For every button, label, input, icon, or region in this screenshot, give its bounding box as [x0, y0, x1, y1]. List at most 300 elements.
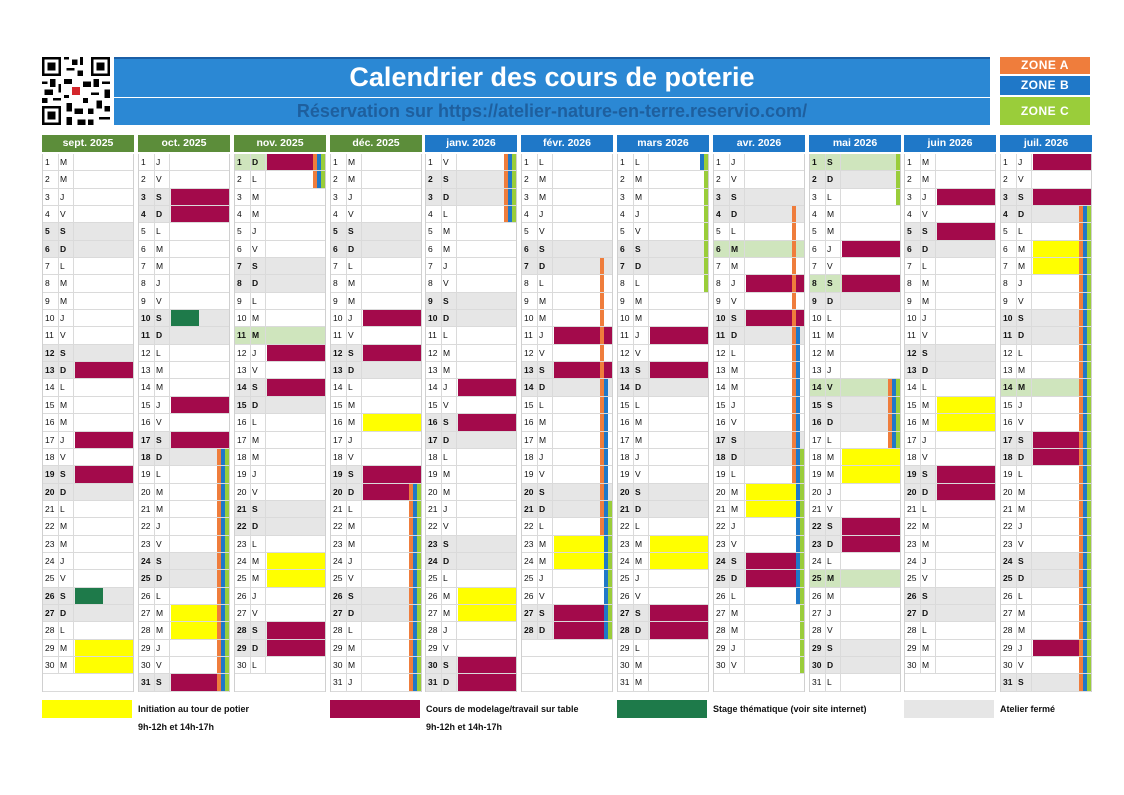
day-row[interactable]	[810, 414, 900, 431]
day-row[interactable]	[331, 414, 421, 431]
day-row[interactable]	[905, 379, 995, 396]
day-row[interactable]	[1001, 588, 1091, 605]
day-row[interactable]	[139, 553, 229, 570]
day-row[interactable]	[810, 588, 900, 605]
day-row[interactable]	[522, 622, 612, 639]
day-row[interactable]	[714, 241, 804, 258]
day-row[interactable]	[810, 171, 900, 188]
day-row[interactable]	[810, 154, 900, 171]
day-row[interactable]	[905, 241, 995, 258]
day-row[interactable]	[235, 518, 325, 535]
day-row[interactable]	[810, 570, 900, 587]
day-row[interactable]	[235, 432, 325, 449]
day-row[interactable]	[810, 258, 900, 275]
day-row[interactable]	[905, 640, 995, 657]
day-row[interactable]	[714, 223, 804, 240]
day-row[interactable]	[618, 327, 708, 344]
day-row[interactable]	[235, 397, 325, 414]
day-row[interactable]	[905, 484, 995, 501]
day-row[interactable]	[810, 223, 900, 240]
day-row[interactable]	[618, 553, 708, 570]
day-row[interactable]	[235, 345, 325, 362]
day-row[interactable]	[43, 518, 133, 535]
day-row[interactable]	[43, 241, 133, 258]
day-row[interactable]	[1001, 293, 1091, 310]
reservation-link[interactable]: Réservation sur https://atelier-nature-en-terre.reservio.com/	[114, 98, 990, 125]
day-row[interactable]	[905, 171, 995, 188]
day-row[interactable]	[905, 466, 995, 483]
day-row[interactable]	[43, 570, 133, 587]
day-row[interactable]	[331, 310, 421, 327]
day-row[interactable]	[714, 379, 804, 396]
day-row[interactable]	[714, 397, 804, 414]
day-row[interactable]	[43, 275, 133, 292]
day-row[interactable]	[618, 536, 708, 553]
day-row[interactable]	[331, 171, 421, 188]
day-row[interactable]	[1001, 553, 1091, 570]
day-row[interactable]	[522, 154, 612, 171]
day-row[interactable]	[1001, 466, 1091, 483]
day-row[interactable]	[905, 570, 995, 587]
day-row[interactable]	[522, 605, 612, 622]
day-row[interactable]	[331, 605, 421, 622]
day-row[interactable]	[522, 466, 612, 483]
day-row[interactable]	[522, 189, 612, 206]
day-row[interactable]	[810, 206, 900, 223]
day-row[interactable]	[714, 518, 804, 535]
day-row[interactable]	[331, 466, 421, 483]
day-row[interactable]	[235, 171, 325, 188]
day-row[interactable]	[714, 258, 804, 275]
day-row[interactable]	[426, 432, 516, 449]
day-row[interactable]	[810, 241, 900, 258]
day-row[interactable]	[1001, 570, 1091, 587]
day-row[interactable]	[139, 171, 229, 188]
day-row[interactable]	[905, 414, 995, 431]
day-row[interactable]	[426, 553, 516, 570]
day-row[interactable]	[139, 189, 229, 206]
day-row[interactable]	[235, 154, 325, 171]
day-row[interactable]	[1001, 518, 1091, 535]
day-row[interactable]	[331, 397, 421, 414]
day-row[interactable]	[43, 345, 133, 362]
day-row[interactable]	[1001, 605, 1091, 622]
day-row[interactable]	[139, 345, 229, 362]
day-row[interactable]	[426, 154, 516, 171]
day-row[interactable]	[522, 275, 612, 292]
day-row[interactable]	[235, 327, 325, 344]
day-row[interactable]	[331, 293, 421, 310]
day-row[interactable]	[426, 414, 516, 431]
day-row[interactable]	[618, 518, 708, 535]
day-row[interactable]	[522, 518, 612, 535]
day-row[interactable]	[426, 397, 516, 414]
day-row[interactable]	[1001, 275, 1091, 292]
day-row[interactable]	[522, 414, 612, 431]
day-row[interactable]	[1001, 362, 1091, 379]
day-row[interactable]	[235, 414, 325, 431]
day-row[interactable]	[331, 588, 421, 605]
day-row[interactable]	[235, 501, 325, 518]
day-row[interactable]	[139, 206, 229, 223]
day-row[interactable]	[905, 501, 995, 518]
day-row[interactable]	[522, 345, 612, 362]
day-row[interactable]	[714, 293, 804, 310]
day-row[interactable]	[618, 379, 708, 396]
day-row[interactable]	[1001, 327, 1091, 344]
day-row[interactable]	[139, 501, 229, 518]
day-row[interactable]	[1001, 414, 1091, 431]
day-row[interactable]	[139, 484, 229, 501]
day-row[interactable]	[522, 258, 612, 275]
day-row[interactable]	[426, 241, 516, 258]
day-row[interactable]	[905, 345, 995, 362]
day-row[interactable]	[331, 154, 421, 171]
day-row[interactable]	[139, 432, 229, 449]
day-row[interactable]	[522, 293, 612, 310]
day-row[interactable]	[1001, 379, 1091, 396]
day-row[interactable]	[43, 206, 133, 223]
day-row[interactable]	[522, 570, 612, 587]
day-row[interactable]	[905, 536, 995, 553]
day-row[interactable]	[618, 588, 708, 605]
day-row[interactable]	[905, 206, 995, 223]
day-row[interactable]	[1001, 674, 1091, 691]
day-row[interactable]	[43, 484, 133, 501]
day-row[interactable]	[618, 206, 708, 223]
day-row[interactable]	[235, 189, 325, 206]
day-row[interactable]	[331, 536, 421, 553]
day-row[interactable]	[139, 466, 229, 483]
day-row[interactable]	[522, 484, 612, 501]
day-row[interactable]	[139, 223, 229, 240]
day-row[interactable]	[43, 189, 133, 206]
day-row[interactable]	[714, 362, 804, 379]
day-row[interactable]	[714, 501, 804, 518]
day-row[interactable]	[235, 588, 325, 605]
day-row[interactable]	[426, 206, 516, 223]
day-row[interactable]	[810, 553, 900, 570]
day-row[interactable]	[426, 605, 516, 622]
day-row[interactable]	[618, 223, 708, 240]
day-row[interactable]	[810, 657, 900, 674]
day-row[interactable]	[810, 327, 900, 344]
day-row[interactable]	[618, 345, 708, 362]
day-row[interactable]	[331, 449, 421, 466]
day-row[interactable]	[714, 345, 804, 362]
day-row[interactable]	[1001, 345, 1091, 362]
day-row[interactable]	[905, 362, 995, 379]
day-row[interactable]	[426, 674, 516, 691]
day-row[interactable]	[43, 258, 133, 275]
day-row[interactable]	[235, 570, 325, 587]
day-row[interactable]	[139, 449, 229, 466]
day-row[interactable]	[426, 466, 516, 483]
day-row[interactable]	[618, 258, 708, 275]
day-row[interactable]	[714, 310, 804, 327]
day-row[interactable]	[139, 310, 229, 327]
day-row[interactable]	[331, 553, 421, 570]
day-row[interactable]	[522, 362, 612, 379]
day-row[interactable]	[235, 657, 325, 674]
day-row[interactable]	[714, 570, 804, 587]
day-row[interactable]	[139, 258, 229, 275]
day-row[interactable]	[522, 553, 612, 570]
day-row[interactable]	[235, 449, 325, 466]
day-row[interactable]	[522, 206, 612, 223]
day-row[interactable]	[139, 657, 229, 674]
day-row[interactable]	[139, 379, 229, 396]
day-row[interactable]	[714, 414, 804, 431]
day-row[interactable]	[235, 466, 325, 483]
day-row[interactable]	[714, 484, 804, 501]
day-row[interactable]	[1001, 241, 1091, 258]
day-row[interactable]	[331, 241, 421, 258]
day-row[interactable]	[43, 293, 133, 310]
day-row[interactable]	[426, 622, 516, 639]
day-row[interactable]	[810, 640, 900, 657]
day-row[interactable]	[714, 154, 804, 171]
day-row[interactable]	[618, 484, 708, 501]
day-row[interactable]	[426, 223, 516, 240]
day-row[interactable]	[331, 622, 421, 639]
day-row[interactable]	[43, 432, 133, 449]
day-row[interactable]	[139, 536, 229, 553]
day-row[interactable]	[905, 588, 995, 605]
day-row[interactable]	[1001, 432, 1091, 449]
day-row[interactable]	[331, 258, 421, 275]
day-row[interactable]	[235, 640, 325, 657]
day-row[interactable]	[43, 362, 133, 379]
day-row[interactable]	[810, 189, 900, 206]
day-row[interactable]	[1001, 154, 1091, 171]
day-row[interactable]	[331, 327, 421, 344]
day-row[interactable]	[905, 605, 995, 622]
day-row[interactable]	[618, 432, 708, 449]
day-row[interactable]	[1001, 622, 1091, 639]
day-row[interactable]	[331, 275, 421, 292]
day-row[interactable]	[905, 327, 995, 344]
day-row[interactable]	[235, 223, 325, 240]
day-row[interactable]	[522, 327, 612, 344]
day-row[interactable]	[905, 310, 995, 327]
day-row[interactable]	[714, 189, 804, 206]
day-row[interactable]	[618, 275, 708, 292]
day-row[interactable]	[618, 674, 708, 691]
day-row[interactable]	[714, 553, 804, 570]
day-row[interactable]	[235, 206, 325, 223]
day-row[interactable]	[331, 223, 421, 240]
day-row[interactable]	[618, 293, 708, 310]
day-row[interactable]	[1001, 189, 1091, 206]
day-row[interactable]	[522, 379, 612, 396]
day-row[interactable]	[1001, 171, 1091, 188]
day-row[interactable]	[714, 536, 804, 553]
day-row[interactable]	[426, 640, 516, 657]
day-row[interactable]	[1001, 310, 1091, 327]
day-row[interactable]	[618, 397, 708, 414]
day-row[interactable]	[426, 275, 516, 292]
day-row[interactable]	[522, 536, 612, 553]
day-row[interactable]	[522, 171, 612, 188]
day-row[interactable]	[618, 414, 708, 431]
day-row[interactable]	[810, 622, 900, 639]
day-row[interactable]	[139, 640, 229, 657]
day-row[interactable]	[810, 518, 900, 535]
day-row[interactable]	[810, 605, 900, 622]
day-row[interactable]	[426, 362, 516, 379]
day-row[interactable]	[139, 275, 229, 292]
day-row[interactable]	[810, 397, 900, 414]
day-row[interactable]	[235, 379, 325, 396]
day-row[interactable]	[331, 362, 421, 379]
day-row[interactable]	[426, 171, 516, 188]
day-row[interactable]	[522, 501, 612, 518]
day-row[interactable]	[522, 397, 612, 414]
day-row[interactable]	[235, 258, 325, 275]
day-row[interactable]	[905, 154, 995, 171]
day-row[interactable]	[235, 622, 325, 639]
day-row[interactable]	[1001, 501, 1091, 518]
day-row[interactable]	[139, 518, 229, 535]
day-row[interactable]	[714, 657, 804, 674]
day-row[interactable]	[235, 310, 325, 327]
day-row[interactable]	[1001, 206, 1091, 223]
day-row[interactable]	[43, 154, 133, 171]
day-row[interactable]	[331, 518, 421, 535]
day-row[interactable]	[139, 154, 229, 171]
day-row[interactable]	[810, 379, 900, 396]
day-row[interactable]	[331, 345, 421, 362]
day-row[interactable]	[139, 622, 229, 639]
day-row[interactable]	[714, 588, 804, 605]
day-row[interactable]	[714, 640, 804, 657]
day-row[interactable]	[618, 622, 708, 639]
day-row[interactable]	[618, 501, 708, 518]
day-row[interactable]	[618, 466, 708, 483]
day-row[interactable]	[426, 258, 516, 275]
day-row[interactable]	[43, 397, 133, 414]
day-row[interactable]	[810, 345, 900, 362]
day-row[interactable]	[426, 379, 516, 396]
day-row[interactable]	[714, 466, 804, 483]
day-row[interactable]	[714, 605, 804, 622]
day-row[interactable]	[905, 432, 995, 449]
day-row[interactable]	[810, 310, 900, 327]
day-row[interactable]	[426, 518, 516, 535]
day-row[interactable]	[426, 501, 516, 518]
day-row[interactable]	[139, 327, 229, 344]
day-row[interactable]	[810, 449, 900, 466]
day-row[interactable]	[235, 275, 325, 292]
day-row[interactable]	[714, 275, 804, 292]
day-row[interactable]	[905, 189, 995, 206]
day-row[interactable]	[43, 640, 133, 657]
day-row[interactable]	[618, 640, 708, 657]
day-row[interactable]	[43, 605, 133, 622]
day-row[interactable]	[618, 171, 708, 188]
day-row[interactable]	[714, 327, 804, 344]
day-row[interactable]	[43, 327, 133, 344]
day-row[interactable]	[426, 327, 516, 344]
day-row[interactable]	[426, 657, 516, 674]
day-row[interactable]	[1001, 657, 1091, 674]
day-row[interactable]	[810, 466, 900, 483]
day-row[interactable]	[714, 171, 804, 188]
day-row[interactable]	[810, 484, 900, 501]
day-row[interactable]	[905, 258, 995, 275]
day-row[interactable]	[235, 241, 325, 258]
day-row[interactable]	[905, 657, 995, 674]
day-row[interactable]	[139, 588, 229, 605]
day-row[interactable]	[714, 432, 804, 449]
day-row[interactable]	[426, 345, 516, 362]
day-row[interactable]	[331, 432, 421, 449]
day-row[interactable]	[331, 501, 421, 518]
day-row[interactable]	[235, 605, 325, 622]
day-row[interactable]	[618, 605, 708, 622]
day-row[interactable]	[331, 570, 421, 587]
day-row[interactable]	[43, 588, 133, 605]
day-row[interactable]	[905, 275, 995, 292]
day-row[interactable]	[331, 189, 421, 206]
day-row[interactable]	[522, 449, 612, 466]
day-row[interactable]	[1001, 536, 1091, 553]
day-row[interactable]	[522, 241, 612, 258]
day-row[interactable]	[618, 310, 708, 327]
day-row[interactable]	[522, 223, 612, 240]
day-row[interactable]	[43, 553, 133, 570]
day-row[interactable]	[43, 622, 133, 639]
day-row[interactable]	[905, 223, 995, 240]
day-row[interactable]	[235, 484, 325, 501]
day-row[interactable]	[139, 362, 229, 379]
day-row[interactable]	[43, 310, 133, 327]
day-row[interactable]	[905, 518, 995, 535]
day-row[interactable]	[235, 362, 325, 379]
day-row[interactable]	[522, 310, 612, 327]
day-row[interactable]	[810, 432, 900, 449]
day-row[interactable]	[139, 293, 229, 310]
day-row[interactable]	[139, 241, 229, 258]
day-row[interactable]	[426, 484, 516, 501]
day-row[interactable]	[1001, 449, 1091, 466]
day-row[interactable]	[43, 171, 133, 188]
day-row[interactable]	[810, 275, 900, 292]
day-row[interactable]	[905, 553, 995, 570]
day-row[interactable]	[522, 432, 612, 449]
day-row[interactable]	[810, 293, 900, 310]
day-row[interactable]	[43, 466, 133, 483]
day-row[interactable]	[905, 449, 995, 466]
day-row[interactable]	[714, 206, 804, 223]
day-row[interactable]	[426, 536, 516, 553]
day-row[interactable]	[905, 293, 995, 310]
day-row[interactable]	[426, 588, 516, 605]
day-row[interactable]	[810, 501, 900, 518]
day-row[interactable]	[618, 449, 708, 466]
day-row[interactable]	[1001, 397, 1091, 414]
day-row[interactable]	[905, 622, 995, 639]
day-row[interactable]	[43, 379, 133, 396]
day-row[interactable]	[331, 657, 421, 674]
day-row[interactable]	[331, 206, 421, 223]
day-row[interactable]	[139, 605, 229, 622]
day-row[interactable]	[43, 223, 133, 240]
day-row[interactable]	[43, 449, 133, 466]
day-row[interactable]	[714, 622, 804, 639]
day-row[interactable]	[139, 397, 229, 414]
